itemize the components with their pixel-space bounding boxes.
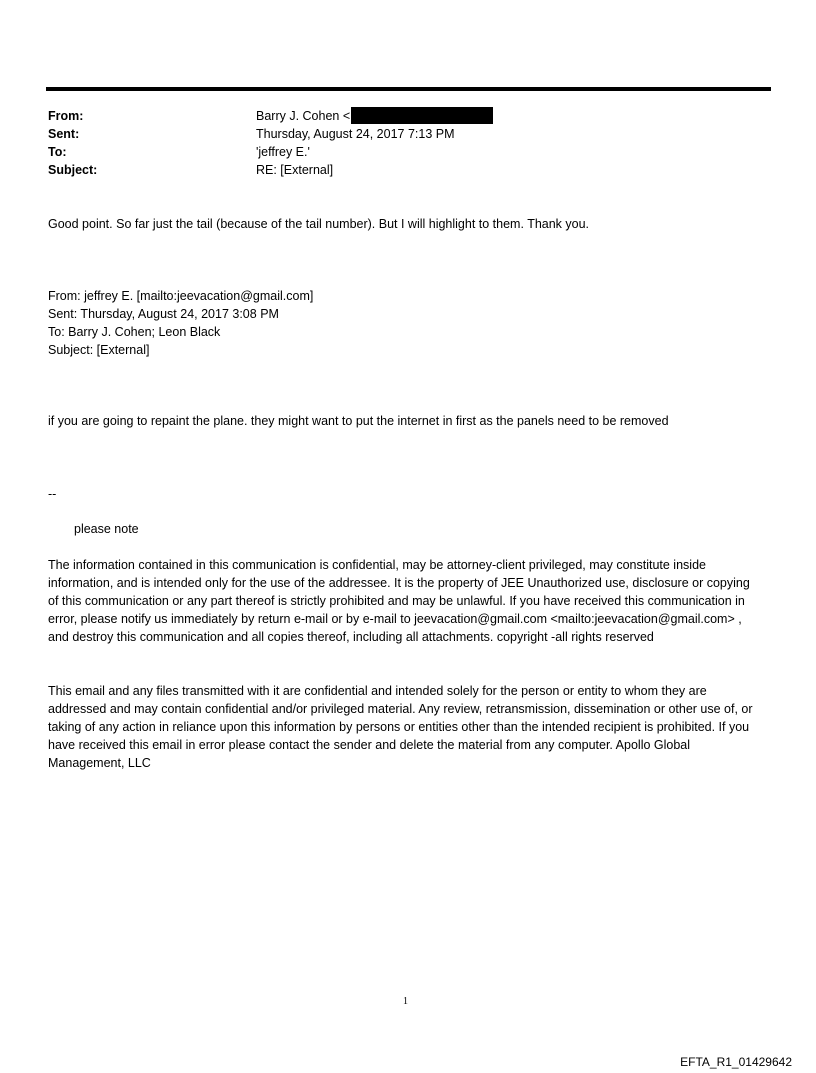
apollo-disclaimer-text: This email and any files transmitted with it are confidential and intended solely for the person or entity to whom they are addressed and may contain confidential and/or privileged material. Any review, retransmission, dissemination or other use of, or taking of any action in reliance upon this information by persons or entities other than the intended recipient is prohibited. If you have received this email in error please contact the sender and delete the material from any computer. Apollo Global Management, LLC bbox=[48, 684, 753, 770]
quoted-sent: Sent: Thursday, August 24, 2017 3:08 PM bbox=[48, 307, 279, 321]
signature-note: please note bbox=[74, 522, 139, 536]
sent-label: Sent: bbox=[48, 127, 80, 141]
confidentiality-disclaimer bbox=[48, 556, 758, 646]
to-label: To: bbox=[48, 145, 67, 159]
subject-label: Subject: bbox=[48, 163, 98, 177]
reply-body: Good point. So far just the tail (because of the tail number). But I will highlight to them. Thank you. bbox=[48, 217, 590, 231]
quoted-body: if you are going to repaint the plane. they might want to put the internet in first as the panels need to be removed bbox=[48, 414, 669, 428]
apollo-disclaimer bbox=[48, 682, 758, 772]
subject-value: RE: [External] bbox=[256, 163, 334, 177]
disclaimer-text: The information contained in this communication is confidential, may be attorney-client privileged, may constitute inside information, and is intended only for the use of the addressee. It is the property of JEE Unauthorized use, disclosure or copying of this communication or any part thereof is strictly prohibited and may be unlawful. If you have received this communication in error, please notify us immediately by return e-mail or by e-mail to jeevacation@gmail.com <mailto:jeevacation@gmail.com> , and destroy this communication and all copies thereof, including all attachments. copyright -all rights reserved bbox=[48, 558, 750, 644]
to-value: 'jeffrey E.' bbox=[256, 145, 310, 159]
from-value: Barry J. Cohen < bbox=[256, 107, 493, 125]
document-id: EFTA_R1_01429642 bbox=[680, 1055, 792, 1069]
redaction-bar bbox=[351, 107, 493, 124]
page-number: 1 bbox=[403, 996, 408, 1007]
header-rule bbox=[46, 87, 771, 91]
signature-separator: -- bbox=[48, 487, 57, 501]
sent-value: Thursday, August 24, 2017 7:13 PM bbox=[256, 127, 455, 141]
quoted-from: From: jeffrey E. [mailto:jeevacation@gmail.com] bbox=[48, 289, 314, 303]
quoted-to: To: Barry J. Cohen; Leon Black bbox=[48, 325, 221, 339]
from-label: From: bbox=[48, 109, 84, 123]
quoted-subject: Subject: [External] bbox=[48, 343, 150, 357]
